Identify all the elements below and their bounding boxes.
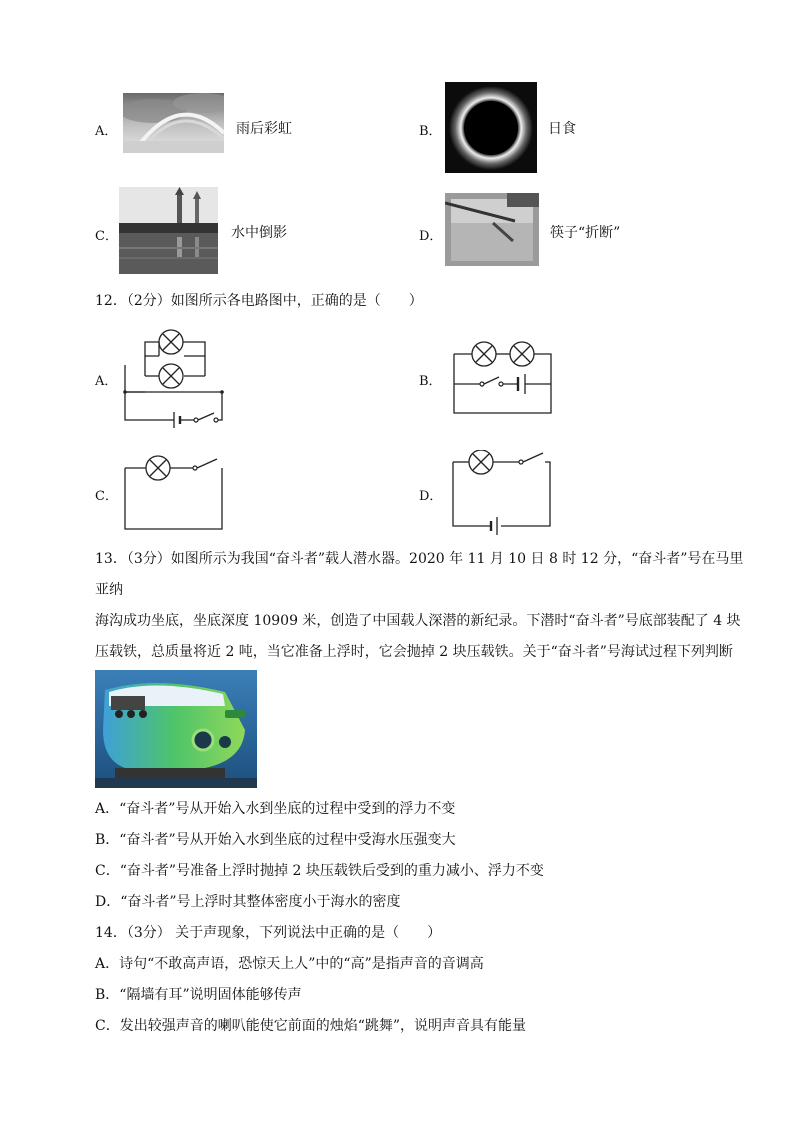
submersible-photo [95,670,257,788]
choice-c[interactable]: C．发出较强声音的喇叭能使它前面的烛焰“跳舞”，说明声音具有能量 [95,1018,527,1034]
chopstick-in-water-photo [445,193,539,266]
stem-line: 13．（3分）如图所示为我国“奋斗者”载人潜水器。2020 年 11 月 10 日 8 时 12 分，“奋斗者”号在马里亚纳 [95,551,744,598]
question-14-stem: 14．（3分） 关于声现象，下列说法中正确的是（ ） [95,925,442,941]
circuit-diagram-a [118,325,228,430]
rainbow-photo [123,93,224,153]
question-12-stem: 12．（2分）如图所示各电路图中，正确的是（ ） [95,293,423,309]
question-14-options [95,949,755,1042]
option-label-c: C． [95,229,118,244]
choice-a[interactable]: A．“奋斗者”号从开始入水到坐底的过程中受到的浮力不变 [95,801,456,817]
choice-d[interactable]: D．“奋斗者”号上浮时其整体密度小于海水的密度 [95,894,401,910]
option-text-reflection: 水中倒影 [231,225,287,241]
circuit-option-b-label: B． [419,374,442,389]
circuit-option-a-label: A． [95,374,118,389]
question-13-options [95,794,755,918]
option-label-d: D． [419,229,443,244]
water-reflection-photo [119,187,218,274]
choice-c[interactable]: C．“奋斗者”号准备上浮时抛掉 2 块压载铁后受到的重力减小、浮力不变 [95,863,544,879]
option-label-a: A． [95,124,118,139]
stem-line: 压载铁，总质量将近 2 吨，当它准备上浮时，它会抛掉 2 块压载铁。关于“奋斗者”号海试过程下列判断 [95,644,733,660]
circuit-option-d-label: D． [419,489,443,504]
choice-b[interactable]: B．“隔墙有耳”说明固体能够传声 [95,987,302,1003]
stem-line: 海沟成功坐底，坐底深度 10909 米，创造了中国载人深潜的新纪录。下潜时“奋斗者”号底部装配了 4 块 [95,613,741,629]
option-text-eclipse: 日食 [548,121,576,137]
choice-b[interactable]: B．“奋斗者”号从开始入水到坐底的过程中受海水压强变大 [95,832,456,848]
solar-eclipse-photo [445,82,537,173]
circuit-option-c-label: C． [95,489,118,504]
option-label-b: B． [419,124,442,139]
choice-a[interactable]: A．诗句“不敢高声语，恐惊天上人”中的“高”是指声音的音调高 [95,956,484,972]
option-text-chopstick: 筷子“折断” [550,225,621,241]
option-text-rainbow: 雨后彩虹 [236,121,292,137]
